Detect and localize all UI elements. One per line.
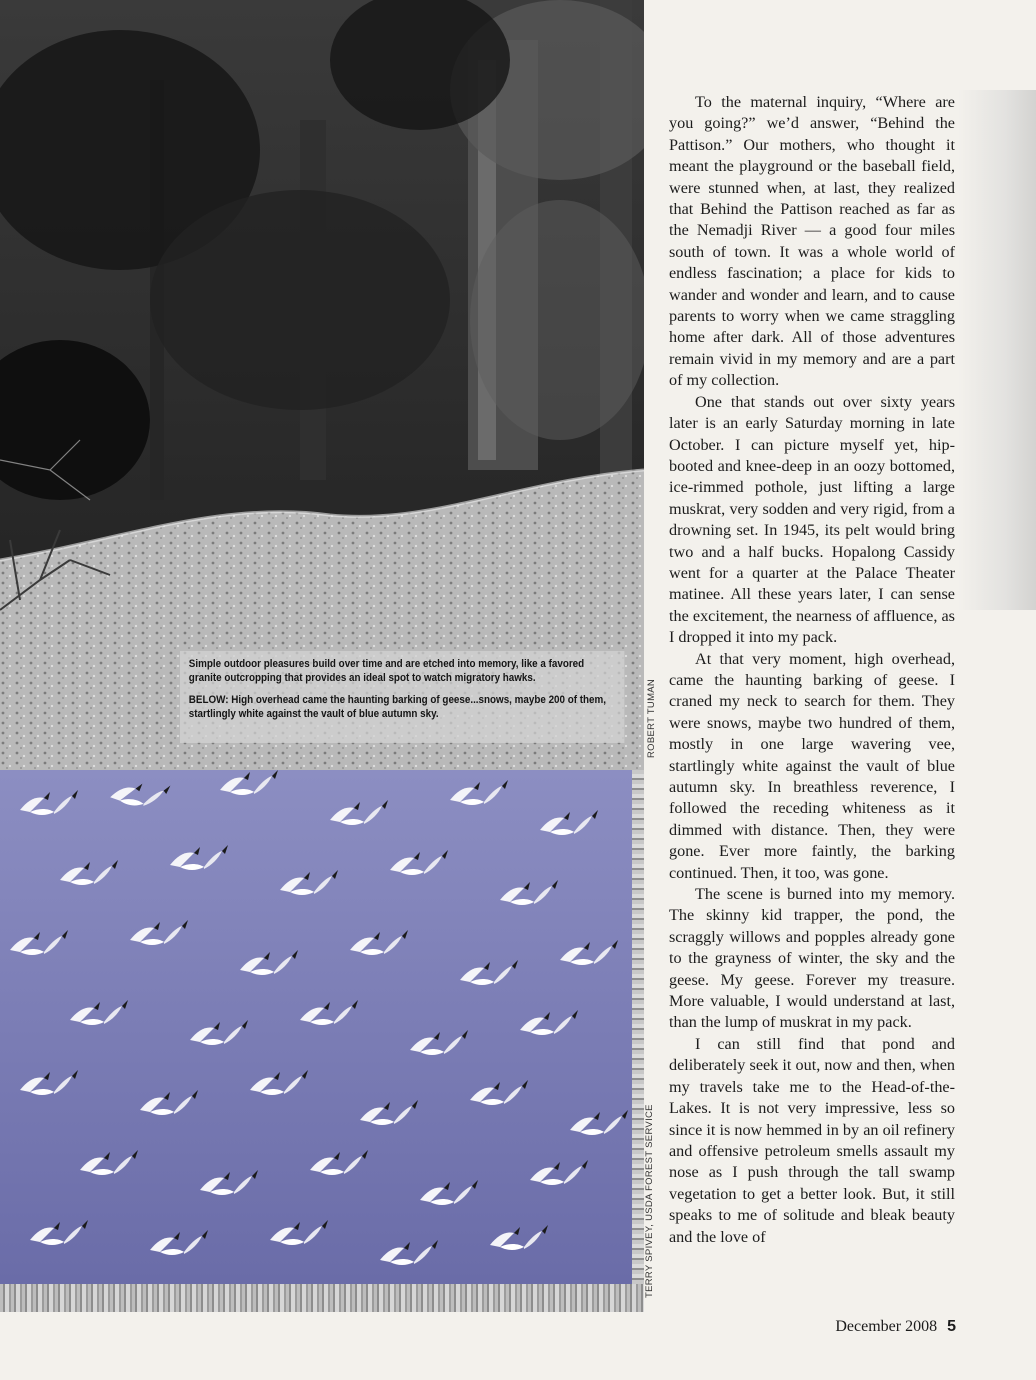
article-paragraph: At that very moment, high overhead, came the haunting barking of geese. I craned my neck to search for them. They were snows, maybe two hundred of them, mostly in one large wavering vee, startlingly white against the vault of blue autumn sky. In breathless reverence, I followed the receding whiteness as it dimmed with distance. Then, they were gone. Ever more faintly, the barking continued. Then, it too, was gone. <box>669 649 955 882</box>
article-paragraph: One that stands out over sixty years later is an early Saturday morning in late October. I can picture myself yet, hip-booted and knee-deep in an oozy bottomed, ice-rimmed pothole, just lifting a large muskrat, very sodden and very rigid, from a drowning set. In 1945, its pelt would bring two and a half bucks. Hopalong Cassidy went for a quarter at the Palace Theater matinee. All these years later, I can sense the excitement, the nearness of affluence, as I dropped it into my pack. <box>669 392 955 647</box>
granite-border-right <box>632 770 644 1284</box>
issue-date: December 2008 <box>835 1318 938 1335</box>
caption-below: BELOW: High overhead came the haunting barking of geese...snows, maybe 200 of them, startlingly white against the vault of blue autumn sky. <box>188 694 607 720</box>
page-footer <box>835 1318 956 1336</box>
geese-photo-art <box>0 770 632 1284</box>
granite-border-bottom <box>0 1284 644 1312</box>
photo-credit-top: ROBERT TUMAN <box>646 678 657 758</box>
article-column <box>669 92 955 1248</box>
photo-caption <box>180 651 624 743</box>
forest-granite-photo <box>0 0 644 770</box>
article-paragraph: I can still find that pond and deliberately seek it out, now and then, when my travels take me to the Head-of-the-Lakes. It is not very impressive, less so since it is now hemmed in by an oil refinery and offensive petroleum smells assault my nose as I push through the tall swamp vegetation to get a better look. But, it still speaks to me of solitude and bleak beauty and the love of <box>669 1034 955 1246</box>
page-number: 5 <box>947 1318 956 1335</box>
photo-credit-bottom: TERRY SPIVEY, USDA FOREST SERVICE <box>644 1104 655 1298</box>
facing-page-bleed <box>958 90 1036 610</box>
snow-geese-photo <box>0 770 632 1284</box>
caption-main: Simple outdoor pleasures build over time and are etched into memory, like a favored granite outcropping that provides an ideal spot to watch migratory hawks. <box>188 658 585 684</box>
article-paragraph: To the maternal inquiry, “Where are you going?” we’d answer, “Behind the Pattison.” Our mothers, who thought it meant the playground or the baseball field, were stunned when, at last, they realized that Behind the Pattison reached as far as the Nemadji River — a good four miles south of town. It was a whole world of endless fascination; a place for kids to wander and wonder and learn, and to cause parents to worry when we came straggling home after dark. All of those adventures remain vivid in my memory and are a part of my collection. <box>669 93 955 390</box>
article-paragraph: The scene is burned into my memory. The skinny kid trapper, the pond, the scraggly willows and popples already gone to the grayness of winter, the sky and the geese. My geese. Forever my treasure. More valuable, I would understand at last, than the lump of muskrat in my pack. <box>669 885 955 1032</box>
